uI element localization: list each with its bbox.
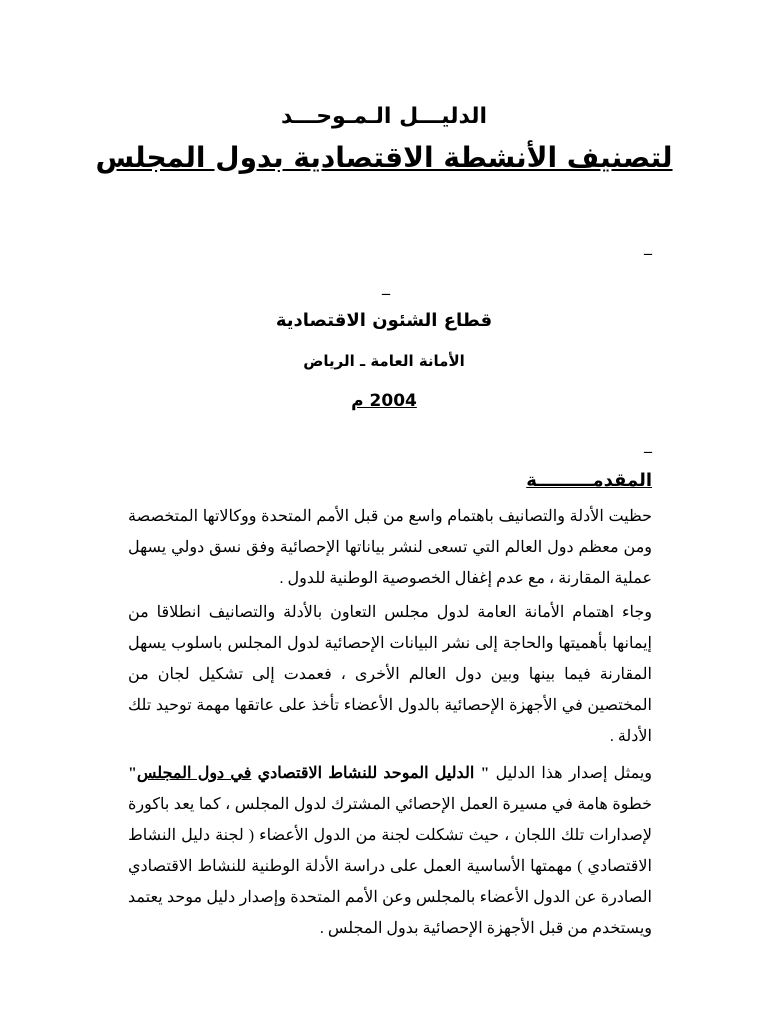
intro-paragraph-2: وجاء اهتمام الأمانة العامة لدول مجلس التعاون بالأدلة والتصانيف انطلاقا من إيمانها بأهميتها والحاجة إلى نشر البيانات الإحصائية لدول المجلس باسلوب يسهل المقارنة فيما بينها وبين دول العالم الأخرى ، فعمدت إلى تشكيل لجان من المختصين في الأجهزة الإحصائية بالدول الأعضاء تأخذ على عاتقها مهمة توحيد تلك الأدلة . <box>128 604 652 745</box>
dash-marker: _ <box>644 434 652 453</box>
guide-title-quote-underlined: في دول المجلس <box>136 765 252 782</box>
dash-marker: _ <box>644 236 652 255</box>
guide-title-quote: " الدليل الموحد للنشاط الاقتصادي <box>257 765 490 782</box>
intro-paragraph-3 <box>128 758 652 944</box>
dash-marker: _ <box>382 276 390 295</box>
guide-title-quote-end: " <box>128 765 137 782</box>
introduction-heading: المقدمـــــــــة <box>526 470 652 491</box>
sector-name: قطاع الشئون الاقتصادية <box>275 310 493 331</box>
secretariat-location: الأمانة العامة ـ الرياض <box>303 352 465 370</box>
title-line-1: الدليـــل الـمـوحـــد <box>280 104 488 129</box>
paragraph-3-body: خطوة هامة في مسيرة العمل الإحصائي المشترك لدول المجلس ، كما يعد باكورة لإصدارات تلك اللجان ، حيث تشكلت لجنة من الدول الأعضاء ( لجنة دليل النشاط الاقتصادي ) مهمتها الأساسية العمل على دراسة الأدلة الوطنية للنشاط الاقتصادي الصادرة عن الدول الأعضاء بالمجلس وعن الأمم المتحدة وإصدار دليل موحد يعتمد ويستخدم من قبل الأجهزة الإحصائية بدول المجلس . <box>128 796 652 937</box>
intro-paragraph-1: حظيت الأدلة والتصانيف باهتمام واسع من قبل الأمم المتحدة ووكالاتها المتخصصة ومن معظم دول العالم التي تسعى لنشر بياناتها الإحصائية وفق نسق دولي يسهل عملية المقارنة ، مع عدم إغفال الخصوصية الوطنية للدول . <box>128 508 652 587</box>
publication-year: 2004 م <box>351 391 417 411</box>
title-line-2: لتصنيف الأنشطة الاقتصادية بدول المجلس <box>95 141 673 174</box>
paragraph-3-opening: ويمثل إصدار هذا الدليل <box>495 765 653 782</box>
